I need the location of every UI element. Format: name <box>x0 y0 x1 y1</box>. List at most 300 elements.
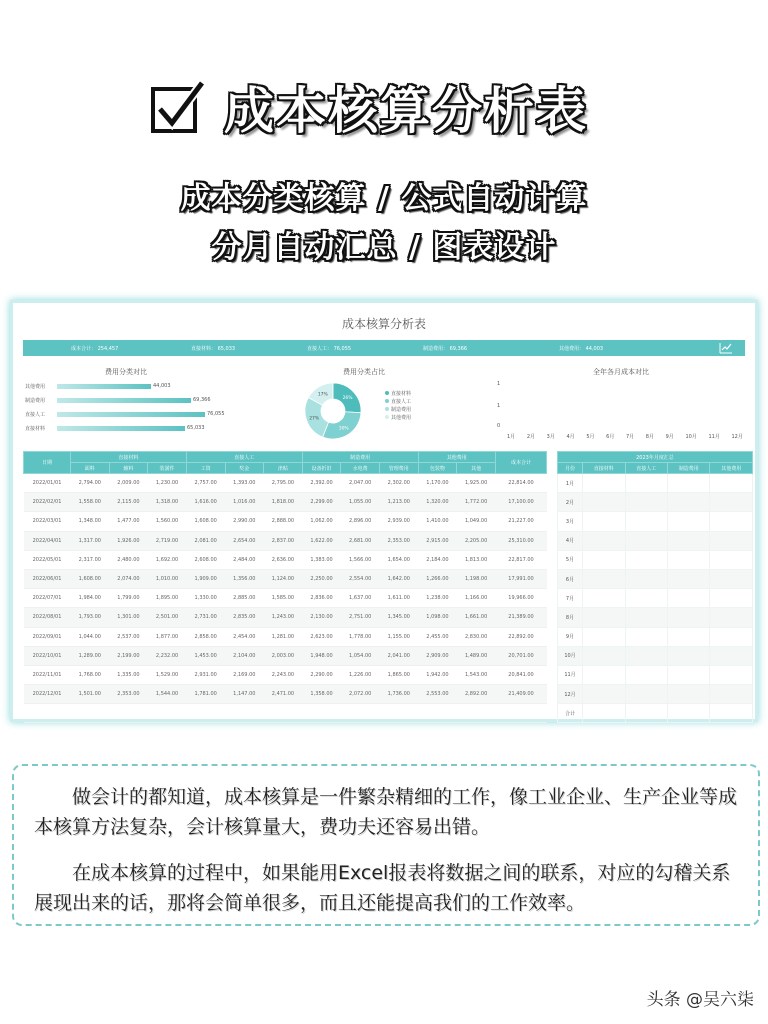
table-cell: 21,409.00 <box>496 685 547 704</box>
table-cell: 1,281.00 <box>264 627 303 646</box>
sub-header: 装潢件 <box>148 463 187 474</box>
table-cell: 2,047.00 <box>341 474 380 493</box>
table-cell: 2,931.00 <box>186 665 225 684</box>
table-cell: 2,623.00 <box>302 627 341 646</box>
table-cell: 1,813.00 <box>457 550 496 569</box>
table-cell: 1,453.00 <box>186 646 225 665</box>
table-cell <box>186 704 225 723</box>
x-tick: 2月 <box>526 434 536 440</box>
table-cell: 2,104.00 <box>225 646 264 665</box>
table-cell: 1,213.00 <box>380 493 419 512</box>
summary-header: 直接人工 <box>625 463 667 474</box>
summary-cell <box>625 665 667 684</box>
summary-row <box>558 474 753 493</box>
table-cell: 1,348.00 <box>71 512 110 531</box>
table-cell: 1,230.00 <box>148 474 187 493</box>
summary-cell <box>625 531 667 550</box>
x-tick: 8月 <box>645 434 654 440</box>
table-cell: 1,529.00 <box>148 665 187 684</box>
summary-cell <box>667 704 709 723</box>
description-para-1: 做会计的都知道，成本核算是一件繁杂精细的工作，像工业企业、生产企业等成本核算方法复杂，会计核算量大，费功夫还容易出错。 <box>34 786 738 838</box>
table-cell: 1,654.00 <box>380 550 419 569</box>
table-cell: 2022/12/01 <box>24 685 71 704</box>
x-tick: 9月 <box>665 434 674 440</box>
table-cell: 2022/09/01 <box>24 627 71 646</box>
table-cell <box>457 704 496 723</box>
table-cell: 2,199.00 <box>109 646 148 665</box>
summary-month: 6月 <box>558 569 583 588</box>
summary-month: 10月 <box>558 646 583 665</box>
summary-cell <box>667 646 709 665</box>
table-cell <box>109 704 148 723</box>
table-cell: 2,353.00 <box>380 531 419 550</box>
summary-cell <box>583 685 625 704</box>
table-cell: 1,044.00 <box>71 627 110 646</box>
x-tick: 4月 <box>566 434 575 440</box>
table-row <box>24 493 547 512</box>
summary-cell <box>667 665 709 684</box>
summary-cell <box>625 704 667 723</box>
table-cell: 2,553.00 <box>418 685 457 704</box>
table-cell: 2,480.00 <box>109 550 148 569</box>
summary-table-title: 2023年月度汇总 <box>558 452 753 463</box>
table-cell: 2,243.00 <box>264 665 303 684</box>
table-cell: 1,054.00 <box>341 646 380 665</box>
bar <box>57 384 151 389</box>
table-cell: 25,310.00 <box>496 531 547 550</box>
summary-month: 8月 <box>558 608 583 627</box>
table-cell: 1,865.00 <box>380 665 419 684</box>
sheet-title: 成本核算分析表 <box>341 317 426 331</box>
summary-cell <box>583 646 625 665</box>
bar-label: 其他费用 <box>25 384 46 390</box>
table-cell: 2,554.00 <box>341 569 380 588</box>
table-cell: 2,719.00 <box>148 531 187 550</box>
table-row <box>24 646 547 665</box>
table-cell: 1,410.00 <box>418 512 457 531</box>
sub-header: 奖金 <box>225 463 264 474</box>
table-cell: 17,991.00 <box>496 569 547 588</box>
table-cell: 1,622.00 <box>302 531 341 550</box>
table-cell: 2,537.00 <box>109 627 148 646</box>
summary-header: 直接材料 <box>583 463 625 474</box>
table-cell <box>264 704 303 723</box>
subtitle-1: 成本分类核算 / 公式自动计算 <box>180 181 588 216</box>
table-cell: 1,566.00 <box>341 550 380 569</box>
bar-label: 直接人工 <box>25 412 46 418</box>
table-cell: 2,484.00 <box>225 550 264 569</box>
summary-direct-labor: 直接人工： 76,055 <box>307 346 352 352</box>
table-cell <box>148 704 187 723</box>
donut-label: 30% <box>338 426 349 432</box>
summary-cell <box>625 589 667 608</box>
table-cell: 2,232.00 <box>148 646 187 665</box>
table-cell: 1,501.00 <box>71 685 110 704</box>
summary-cell <box>710 569 753 588</box>
table-row <box>24 474 547 493</box>
monthly-summary-table <box>557 451 753 723</box>
bar-value: 76,055 <box>207 411 225 417</box>
summary-cell <box>583 493 625 512</box>
summary-row <box>558 589 753 608</box>
table-cell: 2022/07/01 <box>24 589 71 608</box>
table-cell: 1,016.00 <box>225 493 264 512</box>
table-cell: 1,170.00 <box>418 474 457 493</box>
table-cell: 1,642.00 <box>380 569 419 588</box>
summary-cell <box>625 627 667 646</box>
table-cell: 1,926.00 <box>109 531 148 550</box>
legend-label: 直接人工 <box>391 398 412 405</box>
table-cell: 19,966.00 <box>496 589 547 608</box>
table-cell: 1,925.00 <box>457 474 496 493</box>
x-tick: 12月 <box>731 434 743 440</box>
checkbox-icon <box>150 79 206 135</box>
table-cell: 2,302.00 <box>380 474 419 493</box>
table-cell: 2,915.00 <box>418 531 457 550</box>
bar-value: 69,366 <box>193 397 211 403</box>
line-chart-title: 全年各月成本对比 <box>593 368 649 376</box>
table-cell: 1,608.00 <box>71 569 110 588</box>
main-title: 成本核算分析表 <box>224 82 588 140</box>
donut-slice <box>323 412 361 439</box>
sub-header: 工资 <box>186 463 225 474</box>
summary-month: 2月 <box>558 493 583 512</box>
table-cell: 2,041.00 <box>380 646 419 665</box>
table-cell: 22,817.00 <box>496 550 547 569</box>
table-cell: 2,830.00 <box>457 627 496 646</box>
table-cell: 1,198.00 <box>457 569 496 588</box>
table-cell: 1,736.00 <box>380 685 419 704</box>
table-cell: 2,003.00 <box>264 646 303 665</box>
table-cell: 22,892.00 <box>496 627 547 646</box>
description-para-2: 在成本核算的过程中，如果能用Excel报表将数据之间的联系，对应的勾稽关系展现出来的话，那将会简单很多，而且还能提高我们的工作效率。 <box>34 862 731 914</box>
summary-month: 7月 <box>558 589 583 608</box>
summary-cell <box>667 685 709 704</box>
table-cell: 2,836.00 <box>302 589 341 608</box>
table-cell: 1,661.00 <box>457 608 496 627</box>
table-cell: 1,010.00 <box>148 569 187 588</box>
summary-cell <box>667 531 709 550</box>
summary-month: 1月 <box>558 474 583 493</box>
summary-cell <box>625 685 667 704</box>
line-x-axis <box>507 433 743 440</box>
table-cell: 2,794.00 <box>71 474 110 493</box>
table-cell: 2022/02/01 <box>24 493 71 512</box>
table-cell: 2,751.00 <box>341 608 380 627</box>
table-cell: 2,072.00 <box>341 685 380 704</box>
sub-header: 设备折旧 <box>302 463 341 474</box>
table-cell: 2,081.00 <box>186 531 225 550</box>
table-cell: 1,608.00 <box>186 512 225 531</box>
table-cell: 2,250.00 <box>302 569 341 588</box>
summary-cell <box>667 550 709 569</box>
summary-row <box>558 685 753 704</box>
summary-cell <box>625 512 667 531</box>
summary-cell <box>710 493 753 512</box>
table-cell: 2,130.00 <box>302 608 341 627</box>
summary-cell <box>625 646 667 665</box>
sub-header: 包装物 <box>418 463 457 474</box>
summary-month: 11月 <box>558 665 583 684</box>
bar-value: 65,033 <box>187 425 205 431</box>
sub-header-row <box>24 463 547 474</box>
watermark: 头条 @吴六柒 <box>646 990 754 1010</box>
table-cell: 1,781.00 <box>186 685 225 704</box>
table-cell: 2,795.00 <box>264 474 303 493</box>
summary-cell <box>710 608 753 627</box>
table-cell: 21,227.00 <box>496 512 547 531</box>
summary-cell <box>667 493 709 512</box>
table-cell: 20,841.00 <box>496 665 547 684</box>
table-cell: 1,358.00 <box>302 685 341 704</box>
legend-label: 其他费用 <box>391 414 412 421</box>
table-row <box>24 704 547 723</box>
table-row <box>24 627 547 646</box>
table-cell: 2,169.00 <box>225 665 264 684</box>
table-cell: 2,205.00 <box>457 531 496 550</box>
summary-other: 其他费用： 44,003 <box>559 346 604 352</box>
summary-cell <box>625 493 667 512</box>
table-row <box>24 665 547 684</box>
cost-table <box>23 451 547 723</box>
table-cell: 2022/08/01 <box>24 608 71 627</box>
summary-cell <box>667 569 709 588</box>
spreadsheet-preview <box>10 300 758 722</box>
description-box <box>12 764 760 926</box>
bar <box>57 398 191 403</box>
legend-label: 制造费用 <box>391 406 412 413</box>
table-cell: 2,115.00 <box>109 493 148 512</box>
table-cell: 1,098.00 <box>418 608 457 627</box>
summary-cell <box>583 608 625 627</box>
pie-chart-title: 费用分类占比 <box>343 368 385 376</box>
summary-header: 月份 <box>558 463 583 474</box>
table-cell: 2,896.00 <box>341 512 380 531</box>
poster-title <box>150 72 588 142</box>
x-tick: 3月 <box>546 434 555 440</box>
table-cell: 2,501.00 <box>148 608 187 627</box>
table-cell: 1,948.00 <box>302 646 341 665</box>
col-date: 日期 <box>24 452 71 474</box>
table-cell: 2,837.00 <box>264 531 303 550</box>
table-cell: 2,731.00 <box>186 608 225 627</box>
donut-label: 17% <box>317 392 328 398</box>
table-cell: 1,356.00 <box>225 569 264 588</box>
table-cell: 1,984.00 <box>71 589 110 608</box>
summary-cell <box>583 531 625 550</box>
table-cell: 2,636.00 <box>264 550 303 569</box>
sub-header: 辅料 <box>109 463 148 474</box>
table-cell: 1,611.00 <box>380 589 419 608</box>
table-cell: 1,818.00 <box>264 493 303 512</box>
table-cell: 2,939.00 <box>380 512 419 531</box>
table-cell: 2,757.00 <box>186 474 225 493</box>
subtitle-2: 分月自动汇总 / 图表设计 <box>211 230 557 265</box>
summary-row <box>558 665 753 684</box>
table-cell: 2,299.00 <box>302 493 341 512</box>
table-cell: 1,335.00 <box>109 665 148 684</box>
chart-icon <box>719 342 733 354</box>
summary-month: 9月 <box>558 627 583 646</box>
x-tick: 11月 <box>708 434 720 440</box>
bar-label: 制造费用 <box>25 398 46 404</box>
summary-total: 成本合计： 254,457 <box>71 346 119 352</box>
table-cell: 2022/03/01 <box>24 512 71 531</box>
table-cell: 2022/11/01 <box>24 665 71 684</box>
summary-cell <box>667 627 709 646</box>
table-cell <box>380 704 419 723</box>
y-tick: 1 <box>497 381 501 387</box>
table-cell: 1,330.00 <box>186 589 225 608</box>
summary-cell <box>667 512 709 531</box>
table-cell: 1,543.00 <box>457 665 496 684</box>
col-total: 成本合计 <box>496 452 547 474</box>
summary-direct-material: 直接材料： 65,033 <box>191 346 236 352</box>
donut-label: 27% <box>309 416 320 422</box>
summary-row <box>558 627 753 646</box>
table-cell: 1,318.00 <box>148 493 187 512</box>
group-mfg: 制造费用 <box>302 452 418 463</box>
table-row <box>24 608 547 627</box>
summary-month: 4月 <box>558 531 583 550</box>
summary-cell <box>667 589 709 608</box>
bar-chart-title: 费用分类对比 <box>105 368 147 376</box>
legend-item <box>385 397 411 405</box>
table-cell <box>341 704 380 723</box>
group-labor: 直接人工 <box>186 452 302 463</box>
x-tick: 6月 <box>606 434 615 440</box>
legend-item <box>385 413 411 421</box>
summary-cell <box>583 550 625 569</box>
legend-item <box>385 389 411 397</box>
table-cell: 2,654.00 <box>225 531 264 550</box>
table-cell: 1,393.00 <box>225 474 264 493</box>
table-row <box>24 569 547 588</box>
sub-header: 其他 <box>457 463 496 474</box>
sub-header: 面料 <box>71 463 110 474</box>
summary-row <box>558 608 753 627</box>
group-material: 直接材料 <box>71 452 187 463</box>
bar <box>57 412 205 417</box>
table-cell: 1,558.00 <box>71 493 110 512</box>
x-tick: 10月 <box>685 434 697 440</box>
table-cell <box>418 704 457 723</box>
table-cell: 2,681.00 <box>341 531 380 550</box>
table-cell: 2,858.00 <box>186 627 225 646</box>
table-cell: 2,471.00 <box>264 685 303 704</box>
summary-month: 12月 <box>558 685 583 704</box>
summary-cell <box>583 569 625 588</box>
table-cell: 17,100.00 <box>496 493 547 512</box>
table-cell: 1,799.00 <box>109 589 148 608</box>
line-yticks <box>497 381 500 429</box>
summary-cell <box>710 550 753 569</box>
table-cell: 1,544.00 <box>148 685 187 704</box>
summary-header-row <box>558 463 753 474</box>
summary-cell <box>625 608 667 627</box>
summary-cell <box>710 704 753 723</box>
table-cell: 2022/01/01 <box>24 474 71 493</box>
pie-legend <box>385 389 411 421</box>
summary-cell <box>710 589 753 608</box>
summary-header: 其他费用 <box>710 463 753 474</box>
table-cell: 1,942.00 <box>418 665 457 684</box>
summary-cell <box>625 474 667 493</box>
table-cell: 1,238.00 <box>418 589 457 608</box>
table-cell: 1,317.00 <box>71 531 110 550</box>
table-cell: 2,455.00 <box>418 627 457 646</box>
summary-cell <box>710 531 753 550</box>
summary-cell <box>625 550 667 569</box>
table-cell: 1,049.00 <box>457 512 496 531</box>
table-row <box>24 512 547 531</box>
summary-cell <box>667 474 709 493</box>
table-cell: 1,383.00 <box>302 550 341 569</box>
table-cell: 1,147.00 <box>225 685 264 704</box>
table-cell: 1,289.00 <box>71 646 110 665</box>
summary-cell <box>583 474 625 493</box>
table-cell: 1,778.00 <box>341 627 380 646</box>
x-tick: 1月 <box>507 434 516 440</box>
summary-cell <box>625 569 667 588</box>
table-cell: 2,074.00 <box>109 569 148 588</box>
summary-row <box>558 569 753 588</box>
x-tick: 7月 <box>625 434 635 440</box>
summary-cell <box>667 608 709 627</box>
table-cell: 1,124.00 <box>264 569 303 588</box>
x-tick: 5月 <box>586 434 595 440</box>
summary-month: 合计 <box>558 704 583 723</box>
summary-cell <box>710 685 753 704</box>
bar <box>57 426 185 431</box>
summary-cell <box>583 704 625 723</box>
y-tick: 1 <box>497 403 501 409</box>
table-cell: 2,353.00 <box>109 685 148 704</box>
sub-header: 管理费用 <box>380 463 419 474</box>
bar-label: 直接材料 <box>25 426 46 432</box>
table-cell: 2022/06/01 <box>24 569 71 588</box>
summary-month: 3月 <box>558 512 583 531</box>
table-cell: 1,768.00 <box>71 665 110 684</box>
table-cell: 2,909.00 <box>418 646 457 665</box>
table-cell <box>71 704 110 723</box>
table-cell: 1,166.00 <box>457 589 496 608</box>
table-cell: 1,243.00 <box>264 608 303 627</box>
summary-month: 5月 <box>558 550 583 569</box>
table-cell: 1,062.00 <box>302 512 341 531</box>
summary-header: 制造费用 <box>667 463 709 474</box>
table-row <box>24 685 547 704</box>
table-cell: 1,585.00 <box>264 589 303 608</box>
legend-item <box>385 405 411 413</box>
table-cell: 2,184.00 <box>418 550 457 569</box>
donut-label: 26% <box>342 395 353 401</box>
group-other: 其他费用 <box>418 452 495 463</box>
table-cell <box>496 704 547 723</box>
table-row <box>24 589 547 608</box>
table-cell: 1,266.00 <box>418 569 457 588</box>
legend-label: 直接材料 <box>391 390 412 397</box>
summary-cell <box>583 512 625 531</box>
sub-header: 津贴 <box>264 463 303 474</box>
summary-row <box>558 704 753 723</box>
table-cell: 2,290.00 <box>302 665 341 684</box>
table-cell: 2,892.00 <box>457 685 496 704</box>
table-cell: 1,560.00 <box>148 512 187 531</box>
table-cell: 1,895.00 <box>148 589 187 608</box>
summary-row <box>558 550 753 569</box>
table-cell <box>24 704 71 723</box>
